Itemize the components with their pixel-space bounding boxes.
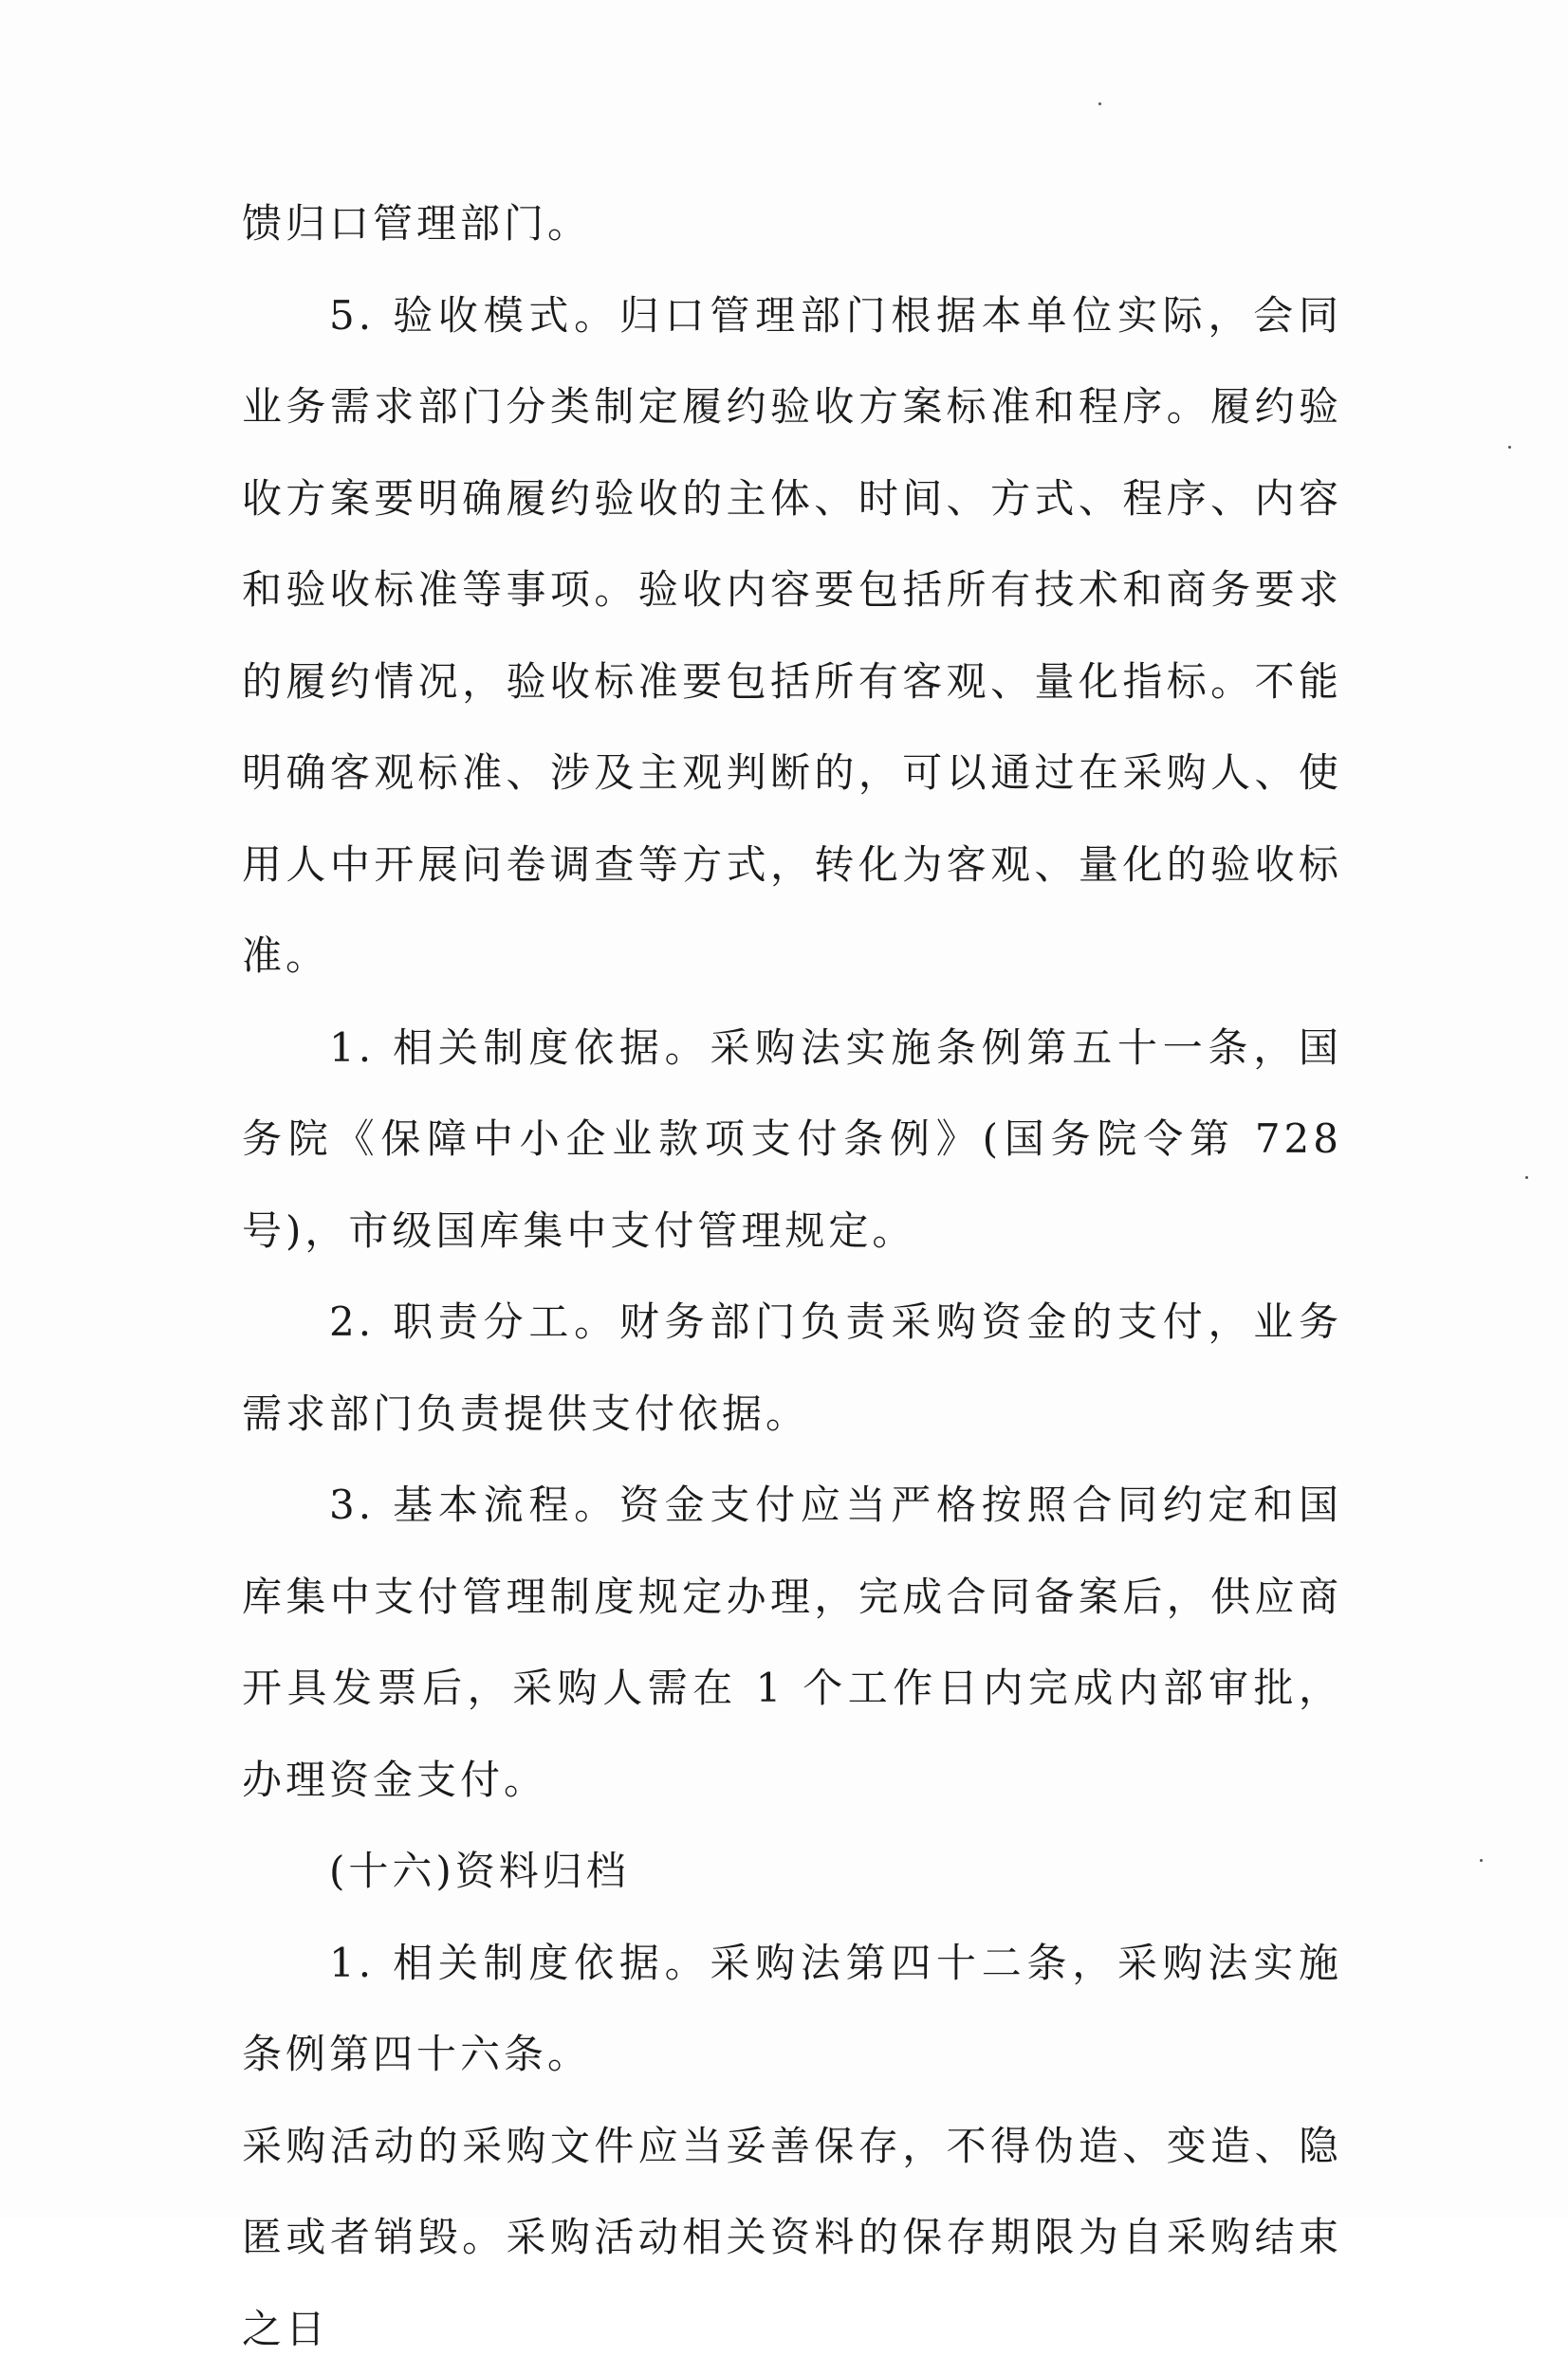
document-body	[242, 178, 1342, 2375]
scan-speck	[1098, 102, 1101, 105]
paragraph-archiving-rules: 采购活动的采购文件应当妥善保存，不得伪造、变造、隐匿或者销毁。采购活动相关资料的保存期限为自采购结束之日	[242, 2101, 1342, 2375]
paragraph-continuation: 馈归口管理部门。	[242, 178, 1342, 270]
paragraph-archiving-basis: 1. 相关制度依据。采购法第四十二条，采购法实施条例第四十六条。	[242, 1918, 1342, 2101]
paragraph-payment-process: 3. 基本流程。资金支付应当严格按照合同约定和国库集中支付管理制度规定办理，完成合同备案后，供应商开具发票后，采购人需在 1 个工作日内完成内部审批，办理资金支付。	[242, 1460, 1342, 1826]
section-heading-archiving: (十六)资料归档	[242, 1826, 1342, 1918]
paragraph-acceptance-mode: 5. 验收模式。归口管理部门根据本单位实际，会同业务需求部门分类制定履约验收方案标准和程序。履约验收方案要明确履约验收的主体、时间、方式、程序、内容和验收标准等事项。验收内容要包括所有技术和商务要求的履约情况，验收标准要包括所有客观、量化指标。不能明确客观标准、涉及主观判断的，可以通过在采购人、使用人中开展问卷调查等方式，转化为客观、量化的验收标准。	[242, 270, 1342, 1003]
scan-speck	[1480, 1859, 1483, 1862]
scan-speck	[1508, 446, 1511, 449]
scan-speck	[1525, 1176, 1528, 1179]
paragraph-payment-basis: 1. 相关制度依据。采购法实施条例第五十一条，国务院《保障中小企业款项支付条例》(国务院令第 728 号)，市级国库集中支付管理规定。	[242, 1003, 1342, 1278]
paragraph-payment-duties: 2. 职责分工。财务部门负责采购资金的支付，业务需求部门负责提供支付依据。	[242, 1277, 1342, 1460]
